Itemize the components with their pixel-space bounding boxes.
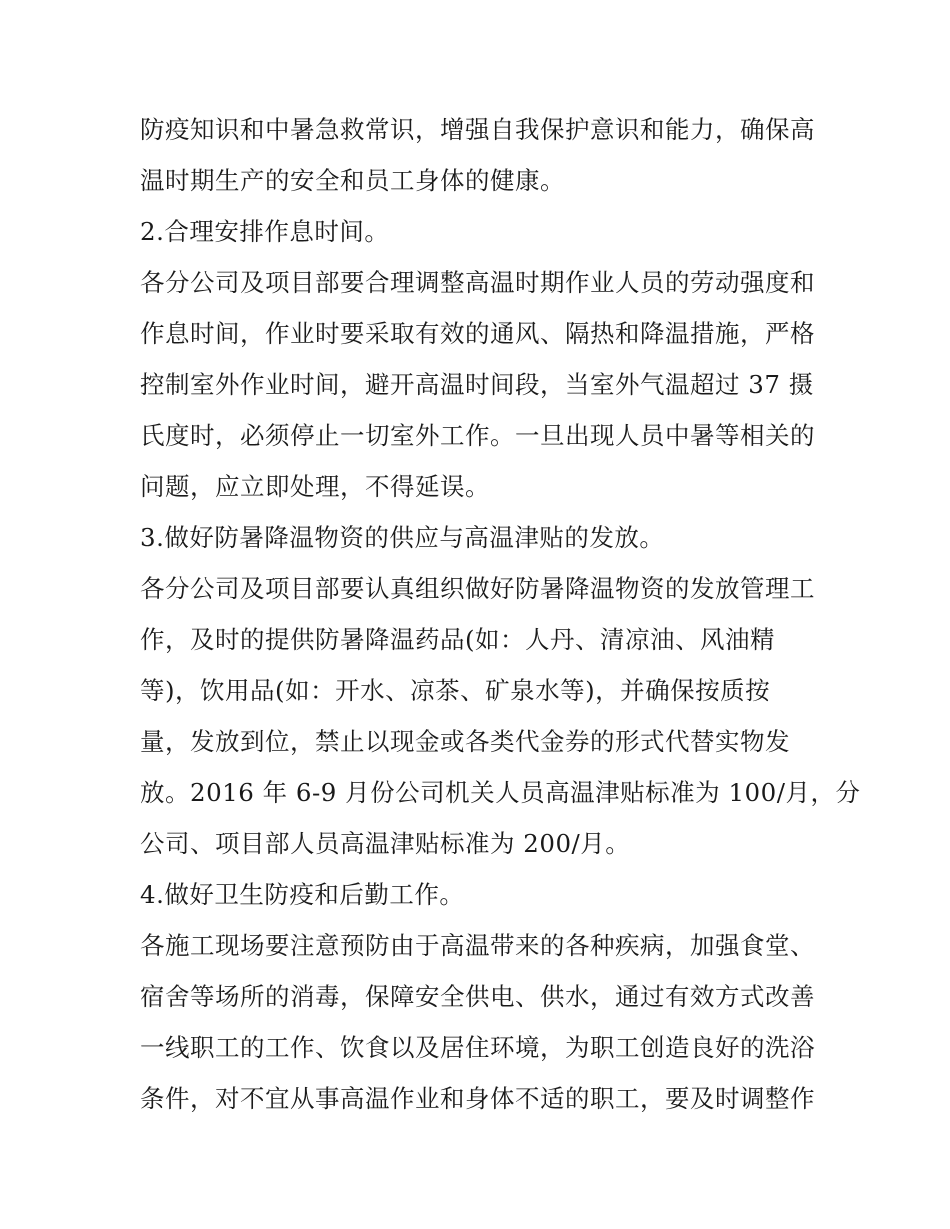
paragraph-line: 作，及时的提供防暑降温药品(如：人丹、清凉油、风油精 [140,625,776,654]
paragraph-line: 等)，饮用品(如：开水、凉茶、矿泉水等)，并确保按质按 [140,676,771,705]
paragraph-line: 防疫知识和中暑急救常识，增强自我保护意识和能力，确保高 [140,115,815,144]
paragraph-line: 氏度时，必须停止一切室外工作。一旦出现人员中暑等相关的 [140,421,815,450]
paragraph-line: 温时期生产的安全和员工身体的健康。 [140,166,565,195]
paragraph-line: 量，发放到位，禁止以现金或各类代金券的形式代替实物发 [140,727,790,756]
section-heading: 2.合理安排作息时间。 [140,217,390,246]
paragraph-line: 各分公司及项目部要认真组织做好防暑降温物资的发放管理工 [140,574,815,603]
paragraph-line: 公司、项目部人员高温津贴标准为 200/月。 [140,829,631,858]
paragraph-line: 放。2016 年 6-9 月份公司机关人员高温津贴标准为 100/月，分 [140,778,861,807]
paragraph-line: 问题，应立即处理，不得延误。 [140,472,490,501]
paragraph-line: 条件，对不宜从事高温作业和身体不适的职工，要及时调整作 [140,1084,815,1113]
paragraph-line: 各施工现场要注意预防由于高温带来的各种疾病，加强食堂、 [140,931,815,960]
paragraph-line: 一线职工的工作、饮食以及居住环境，为职工创造良好的洗浴 [140,1033,815,1062]
paragraph-line: 控制室外作业时间，避开高温时间段，当室外气温超过 37 摄 [140,370,814,399]
section-heading: 3.做好防暑降温物资的供应与高温津贴的发放。 [140,523,665,552]
paragraph-line: 作息时间，作业时要采取有效的通风、隔热和降温措施，严格 [140,319,815,348]
section-heading: 4.做好卫生防疫和后勤工作。 [140,880,465,909]
paragraph-line: 宿舍等场所的消毒，保障安全供电、供水，通过有效方式改善 [140,982,815,1011]
paragraph-line: 各分公司及项目部要合理调整高温时期作业人员的劳动强度和 [140,268,815,297]
